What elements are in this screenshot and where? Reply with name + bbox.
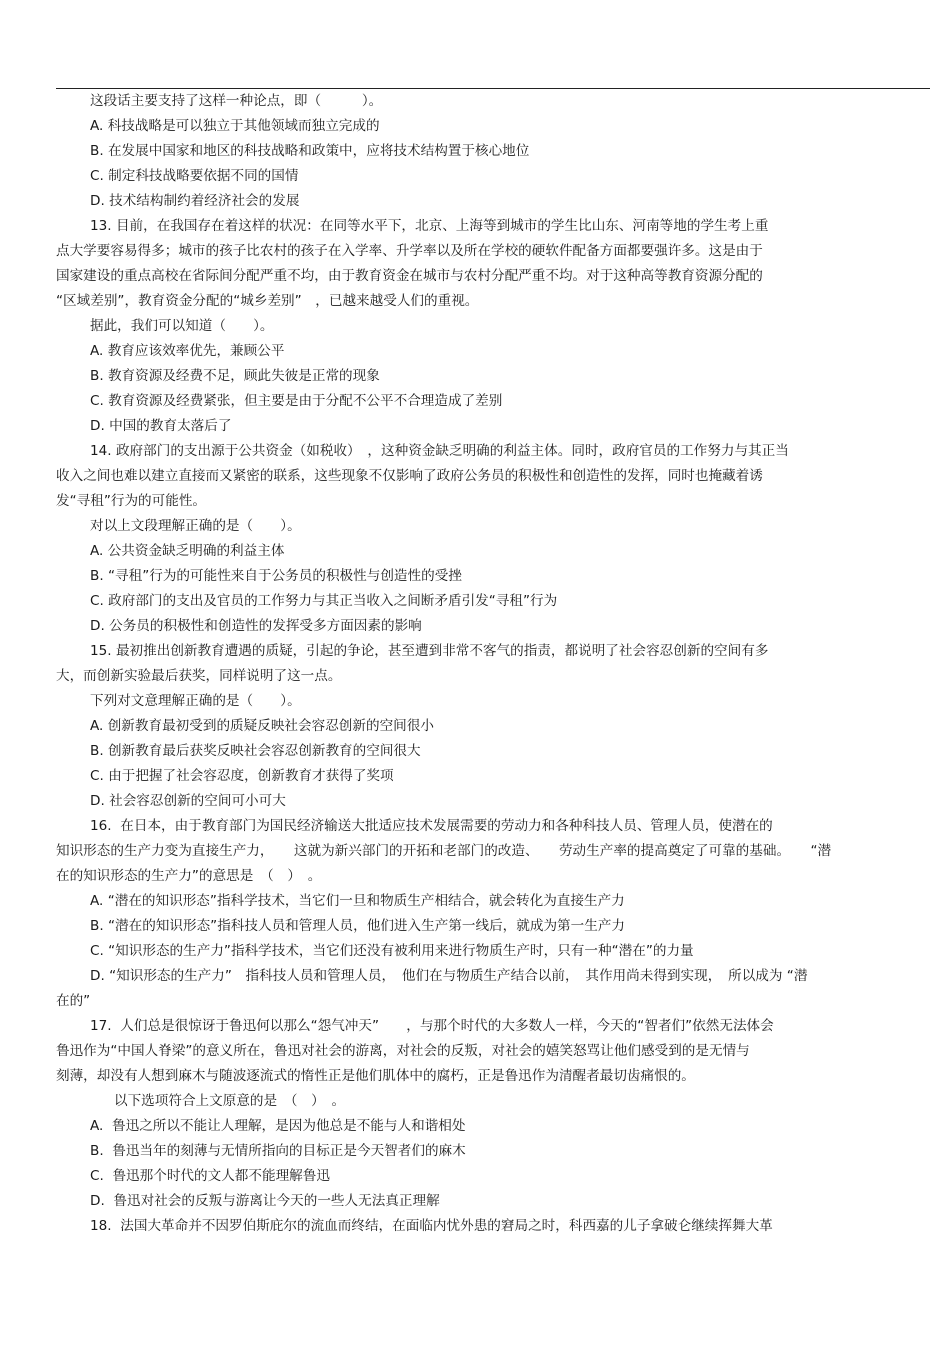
q14-option-d: D. 公务员的积极性和创造性的发挥受多方面因素的影响 <box>90 618 422 634</box>
q12-option-d: D. 技术结构制约着经济社会的发展 <box>90 193 300 209</box>
q12-option-b: B. 在发展中国家和地区的科技战略和政策中，应将技术结构置于核心地位 <box>90 143 530 159</box>
q17-stem: 以下选项符合上文原意的是 （ ） 。 <box>114 1093 346 1109</box>
q13-option-b: B. 教育资源及经费不足，顾此失彼是正常的现象 <box>90 368 380 384</box>
q15-option-d: D. 社会容忍创新的空间可小可大 <box>90 793 286 809</box>
q16-option-c: C. “知识形态的生产力”指科学技术，当它们还没有被利用来进行物质生产时，只有一种“潜在”的力量 <box>90 943 694 959</box>
q15-passage-line-1: 15. 最初推出创新教育遭遇的质疑，引起的争论，甚至遭到非常不客气的指责，都说明了社会容忍创新的空间有多 <box>90 643 769 659</box>
q14-passage-line-1: 14. 政府部门的支出源于公共资金（如税收） ，这种资金缺乏明确的利益主体。同时，政府官员的工作努力与其正当 <box>90 443 789 459</box>
q14-stem: 对以上文段理解正确的是（ ）。 <box>90 518 301 534</box>
q15-option-a: A. 创新教育最初受到的质疑反映社会容忍创新的空间很小 <box>90 718 434 734</box>
q17-option-d: D. 鲁迅对社会的反叛与游离让今天的一些人无法真正理解 <box>90 1193 440 1209</box>
q17-option-b: B. 鲁迅当年的刻薄与无情所指向的目标正是今天智者们的麻木 <box>90 1143 466 1159</box>
q16-passage-line-1: 16. 在日本，由于教育部门为国民经济输送大批适应技术发展需要的劳动力和各种科技人员、管理人员，使潜在的 <box>90 818 773 834</box>
q17-passage-line-2: 鲁迅作为“中国人脊梁”的意义所在，鲁迅对社会的游离，对社会的反叛，对社会的嬉笑怒骂让他们感受到的是无情与 <box>56 1043 750 1059</box>
q14-passage-line-3: 发“寻租”行为的可能性。 <box>56 493 207 509</box>
q17-option-c: C. 鲁迅那个时代的文人都不能理解鲁迅 <box>90 1168 330 1184</box>
q14-passage-line-2: 收入之间也难以建立直接而又紧密的联系，这些现象不仅影响了政府公务员的积极性和创造性的发挥，同时也掩藏着诱 <box>56 468 763 484</box>
q17-passage-line-3: 刻薄，却没有人想到麻木与随波逐流式的惰性正是他们肌体中的腐朽，正是鲁迅作为清醒者最切齿痛恨的。 <box>56 1068 695 1084</box>
q13-option-a: A. 教育应该效率优先，兼顾公平 <box>90 343 285 359</box>
q13-option-c: C. 教育资源及经费紧张，但主要是由于分配不公平不合理造成了差别 <box>90 393 503 409</box>
q12-stem: 这段话主要支持了这样一种论点，即（ ）。 <box>90 93 383 109</box>
q18-passage-line-1: 18. 法国大革命并不因罗伯斯庇尔的流血而终结，在面临内忧外患的窘局之时，科西嘉的儿子拿破仑继续挥舞大革 <box>90 1218 773 1234</box>
q16-option-b: B. “潜在的知识形态”指科技人员和管理人员，他们进入生产第一线后，就成为第一生产力 <box>90 918 626 934</box>
q13-passage-line-2: 点大学要容易得多；城市的孩子比农村的孩子在入学率、升学率以及所在学校的硬软件配备方面都要强许多。这是由于 <box>56 243 763 259</box>
q12-option-c: C. 制定科技战略要依据不同的国情 <box>90 168 299 184</box>
q17-option-a: A. 鲁迅之所以不能让人理解，是因为他总是不能与人和谐相处 <box>90 1118 466 1134</box>
q16-option-d: D. “知识形态的生产力” 指科技人员和管理人员， 他们在与物质生产结合以前， 其作用尚未得到实现， 所以成为 “潜 <box>90 968 808 984</box>
q13-passage-line-1: 13. 目前，在我国存在着这样的状况：在同等水平下，北京、上海等到城市的学生比山东、河南等地的学生考上重 <box>90 218 769 234</box>
q15-option-c: C. 由于把握了社会容忍度，创新教育才获得了奖项 <box>90 768 394 784</box>
q13-stem: 据此，我们可以知道（ ）。 <box>90 318 274 334</box>
q12-option-a: A. 科技战略是可以独立于其他领域而独立完成的 <box>90 118 380 134</box>
q13-passage-line-3: 国家建设的重点高校在省际间分配严重不均，由于教育资金在城市与农村分配严重不均。对于这种高等教育资源分配的 <box>56 268 763 284</box>
q15-stem: 下列对文意理解正确的是（ ）。 <box>90 693 301 709</box>
q15-option-b: B. 创新教育最后获奖反映社会容忍创新教育的空间很大 <box>90 743 421 759</box>
header-rule <box>56 88 930 89</box>
q16-option-a: A. “潜在的知识形态”指科学技术，当它们一旦和物质生产相结合，就会转化为直接生产力 <box>90 893 625 909</box>
q13-passage-line-4: “区域差别”，教育资金分配的“城乡差别” ，已越来越受人们的重视。 <box>56 293 479 309</box>
q14-option-c: C. 政府部门的支出及官员的工作努力与其正当收入之间断矛盾引发“寻租”行为 <box>90 593 558 609</box>
q17-passage-line-1: 17. 人们总是很惊讶于鲁迅何以那么“怨气冲天” ，与那个时代的大多数人一样，今天的“智者们”依然无法体会 <box>90 1018 774 1034</box>
q13-option-d: D. 中国的教育太落后了 <box>90 418 232 434</box>
q14-option-b: B. “寻租”行为的可能性来自于公务员的积极性与创造性的受挫 <box>90 568 462 584</box>
q16-option-d-continued: 在的” <box>56 993 91 1009</box>
q16-passage-line-2: 知识形态的生产力变为直接生产力， 这就为新兴部门的开拓和老部门的改造、 劳动生产率的提高奠定了可靠的基础。 “潜 <box>56 843 832 859</box>
q16-passage-line-3: 在的知识形态的生产力”的意思是 （ ） 。 <box>56 868 322 884</box>
q14-option-a: A. 公共资金缺乏明确的利益主体 <box>90 543 285 559</box>
q15-passage-line-2: 大，而创新实验最后获奖，同样说明了这一点。 <box>56 668 342 684</box>
